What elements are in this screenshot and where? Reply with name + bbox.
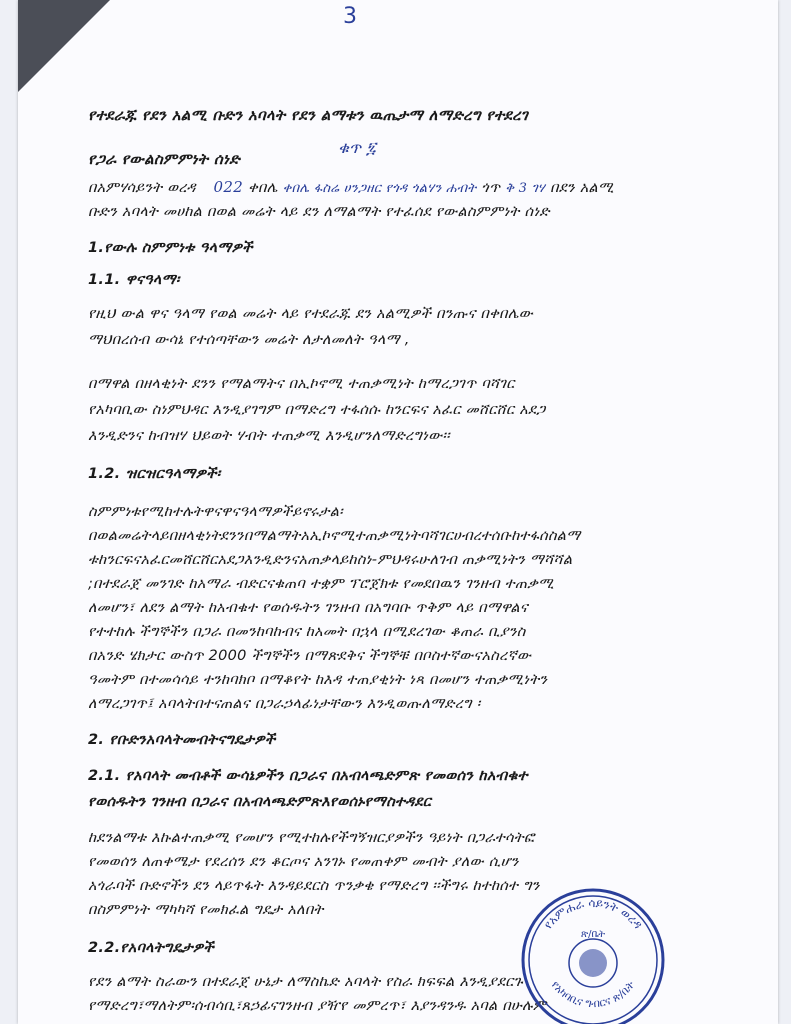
intro-line-1: [88, 174, 748, 201]
document-page: [18, 0, 778, 1024]
intro-part-4: በደን አልሚ: [550, 180, 614, 196]
handwritten-kebele-name: ቀበሌ ፋስሬ ሀንጋዘር የጎዳ ጎልሃን ሐብት: [282, 181, 477, 196]
page-number: 3: [343, 4, 357, 29]
section-2-2-heading: 2.2.የአባላትግዴታዎች: [88, 940, 214, 956]
para-3-line-9: ለማረጋገጥ፤ አባላትበተናጠልና በጋራኃላፊነታቸውን እንዲወጡለማድረግ ፡: [88, 696, 481, 712]
handwritten-note-right: ቅ 3 ገሃ: [505, 181, 546, 196]
para-1-line-1: የዚህ ውል ዋና ዓላማ የወል መሬት ላይ የተደራጁ ደን አልሚዎች በንጡና በቀበሌው: [88, 306, 533, 322]
para-3-line-5: ለመሆን፣ ለደን ልማት ከአብቁተ የወሰዱትን ገንዘብ በአግባቡ ጥቅም ላይ በማዋልና: [88, 600, 528, 616]
handwritten-kebele-number: 022: [213, 178, 244, 196]
para-2-line-1: በማዋል በዘላቂነት ደንን የማልማትና በኢኮኖሚ ተጠቃሚነት ከማረጋገጥ ባሻገር: [88, 376, 515, 392]
para-3-line-1: ስምምነቱየሚከተሉትዋናዋናዓላማዎችይኖሩታል፡: [88, 504, 343, 520]
para-3-line-6: የተተከሉ ችግኞችን በጋራ በመንከባከብና ከአመት በኋላ በሚደረገው ቆጠራ ቢያንስ: [88, 624, 526, 640]
section-1-1-heading: 1.1. ዋናዓላማ፡: [88, 272, 180, 288]
section-2-para-1-line-1: ከደንልማቱ እኩልተጠቃሚ የመሆን የሚተከሉየችግኝዝርያዎችን ዓይነት በጋራተሳትፎ: [88, 830, 535, 846]
stamp-text-inner: ጽ/ቤት: [580, 929, 606, 940]
intro-line-2: ቡድን አባላት መሀከል በወል መሬት ላይ ደን ለማልማት የተፈሰደ የውልስምምነት ሰነድ: [88, 204, 550, 220]
section-2-para-1-line-2: የመወሰን ለጠቀሜታ የደረሰን ደን ቆርጦና አንገኑ የመጠቀም መብት ያለው ሲሆን: [88, 854, 519, 870]
official-stamp: [518, 885, 668, 1024]
title-line-2: የጋራ የውልስምምነት ሰነድ: [88, 150, 240, 168]
section-2-1-heading-line-2: የወሰዱትን ገንዘብ በጋራና በአብላጫድምጽእየወሰኑየማስተዳደር: [88, 794, 432, 810]
section-2-1-heading-line-1: 2.1. የአባላት መብቶች ውሳኔዎችን በጋራና በአብላጫድምጽ የመወሰን ከአብቁተ: [88, 768, 528, 784]
section-2-para-1-line-3: አጎራባች ቡድኖችን ደን ላይጥፋት እንዳይደርስ ጥንቃቄ የማድረግ ፡፡ችግሩ ከተከሰተ ግን: [88, 878, 540, 894]
intro-part-2: ቀበሌ: [248, 180, 278, 196]
section-2-para-2-line-2: የማድረግ፣ማለትም፡ሰብሳቢ፣ጸኃፊናገንዘብ ያዥየ መምረጥ፣ እያንዳንዱ አባል በሁሉም: [88, 998, 547, 1014]
para-2-line-3: እንዲድንና ከብዝሃ ህይወት ሃብት ተጠቃሚ እንዲሆንለማድረግነው፡፡: [88, 428, 450, 444]
stamp-emblem-icon: [579, 949, 607, 977]
para-3-line-4: ;በተደራጀ መንገድ ከአማራ ብድርናቁጠባ ተቋም ፕሮጀክቱ የመደበዉን ገንዘብ ተጠቃሚ: [88, 576, 554, 592]
para-2-line-2: የአካባቢው ስነምህዳር እንዲያገግም በማድረግ ተፋሰሱ ከንርፍና አፈር መሸርሸር አደጋ: [88, 402, 546, 418]
folded-corner: [18, 0, 110, 92]
para-1-line-2: ማህበረሰብ ውሳኔ የተሰጣቸውን መሬት ለታለመለት ዓላማ ,: [88, 332, 410, 348]
stamp-text-top: የአምሐራ ሳይንት ወረዳ: [540, 895, 646, 932]
para-3-line-3: ቱከንርፍናአፈርመሸርሸርአደጋእንዲድንናአጠቃላይከስነ-ምህዳሩሁለገብ ጠቃሚነትን ማሻሻል: [88, 552, 573, 568]
intro-part-1: በአምሃሳይንት ወረዳ: [88, 180, 196, 196]
intro-part-3: ጎጥ: [481, 180, 501, 196]
section-1-heading: 1.የውሉ ስምምነቱ ዓላማዎች: [88, 240, 253, 256]
para-3-line-2: በወልመሬትላይበዘላቂነትደንንበማልማትአኢኮኖሚተጠቃሚነትባሻገርሀብረተሰቡከተፋሰስልማ: [88, 528, 581, 544]
section-1-2-heading: 1.2. ዝርዝርዓላማዎች፡: [88, 466, 221, 482]
para-3-line-7: በአንድ ሄክታር ውስጥ 2000 ችግኞችን በማጽደቅና ችግኞቹ በቦስተኛውናአስረኛው: [88, 648, 532, 664]
section-2-para-2-line-1: የደን ልማት ስራውን በተደራጀ ሁኔታ ለማስኬድ አባላት የስራ ክፍፍል እንዲያደርጉ: [88, 974, 523, 990]
section-2-para-1-line-4: በስምምነት ማካካሻ የመክፈል ግዴታ አለበት: [88, 902, 324, 918]
stamp-text-bottom: የአካባቢና ግብርና ጽ/ቤት: [548, 978, 638, 1011]
section-2-heading: 2. የቡድንአባላትመብትናግዴታዎች: [88, 732, 276, 748]
title-line-1: የተደራጁ የደን አልሚ ቡድን አባላት የደን ልማቱን ዉጤታማ ለማድረግ የተደረገ: [88, 106, 528, 124]
handwritten-title-note: ቁጥ ፯: [338, 138, 376, 157]
para-3-line-8: ዓመትም በተመሳሳይ ተንከባክቦ በማቆየት ከእዳ ተጠያቂነት ነጻ በመሆን ተጠቃሚነትን: [88, 672, 548, 688]
